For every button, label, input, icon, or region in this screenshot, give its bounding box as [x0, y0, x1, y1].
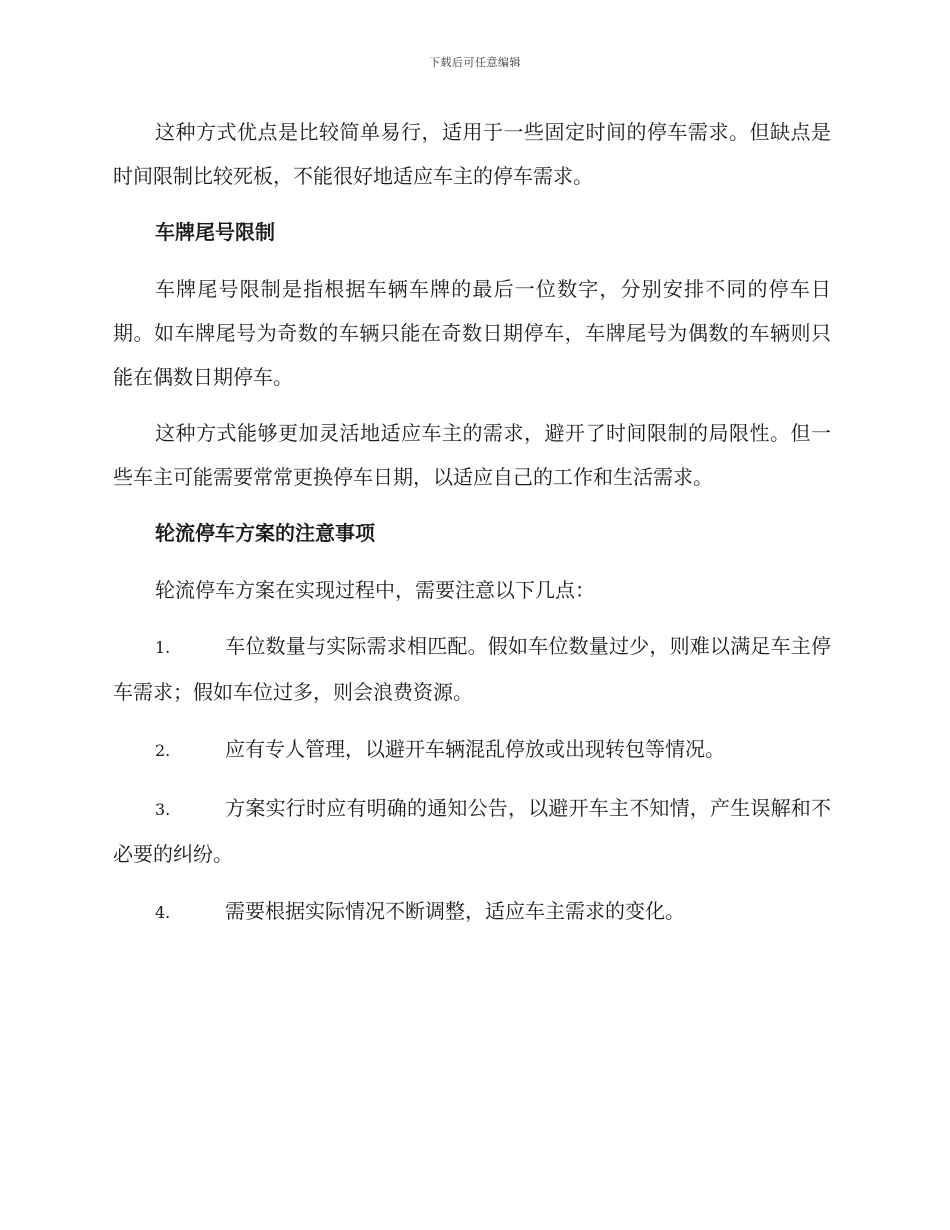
list-item [113, 786, 831, 876]
section-heading: 车牌尾号限制 [155, 220, 275, 244]
list-number: 1. [155, 638, 171, 657]
list-item [113, 889, 831, 935]
list-number: 3. [155, 800, 171, 819]
paragraph: 轮流停车方案在实现过程中，需要注意以下几点： [155, 578, 595, 602]
list-item [113, 624, 831, 714]
paragraph: 车牌尾号限制是指根据车辆车牌的最后一位数字，分别安排不同的停车日期。如车牌尾号为奇数的车辆只能在奇数日期停车，车牌尾号为偶数的车辆则只能在偶数日期停车。 [113, 277, 831, 389]
list-number: 2. [155, 741, 171, 760]
paragraph: 这种方式能够更加灵活地适应车主的需求，避开了时间限制的局限性。但一些车主可能需要常常更换停车日期，以适应自己的工作和生活需求。 [113, 421, 831, 489]
list-item-text: 需要根据实际情况不断调整，适应车主需求的变化。 [225, 899, 685, 923]
list-item [113, 727, 831, 773]
page-header-note: 下载后可任意编辑 [429, 56, 521, 69]
list-item-text: 车位数量与实际需求相匹配。假如车位数量过少，则难以满足车主停车需求；假如车位过多，则会浪费资源。 [113, 634, 831, 704]
paragraph: 这种方式优点是比较简单易行，适用于一些固定时间的停车需求。但缺点是时间限制比较死板，不能很好地适应车主的停车需求。 [113, 120, 831, 188]
list-item-text: 应有专人管理，以避开车辆混乱停放或出现转包等情况。 [225, 737, 725, 761]
list-number: 4. [155, 903, 171, 922]
document-body [113, 110, 831, 948]
section-heading: 轮流停车方案的注意事项 [155, 521, 375, 545]
list-item-text: 方案实行时应有明确的通知公告，以避开车主不知情，产生误解和不必要的纠纷。 [113, 796, 831, 866]
